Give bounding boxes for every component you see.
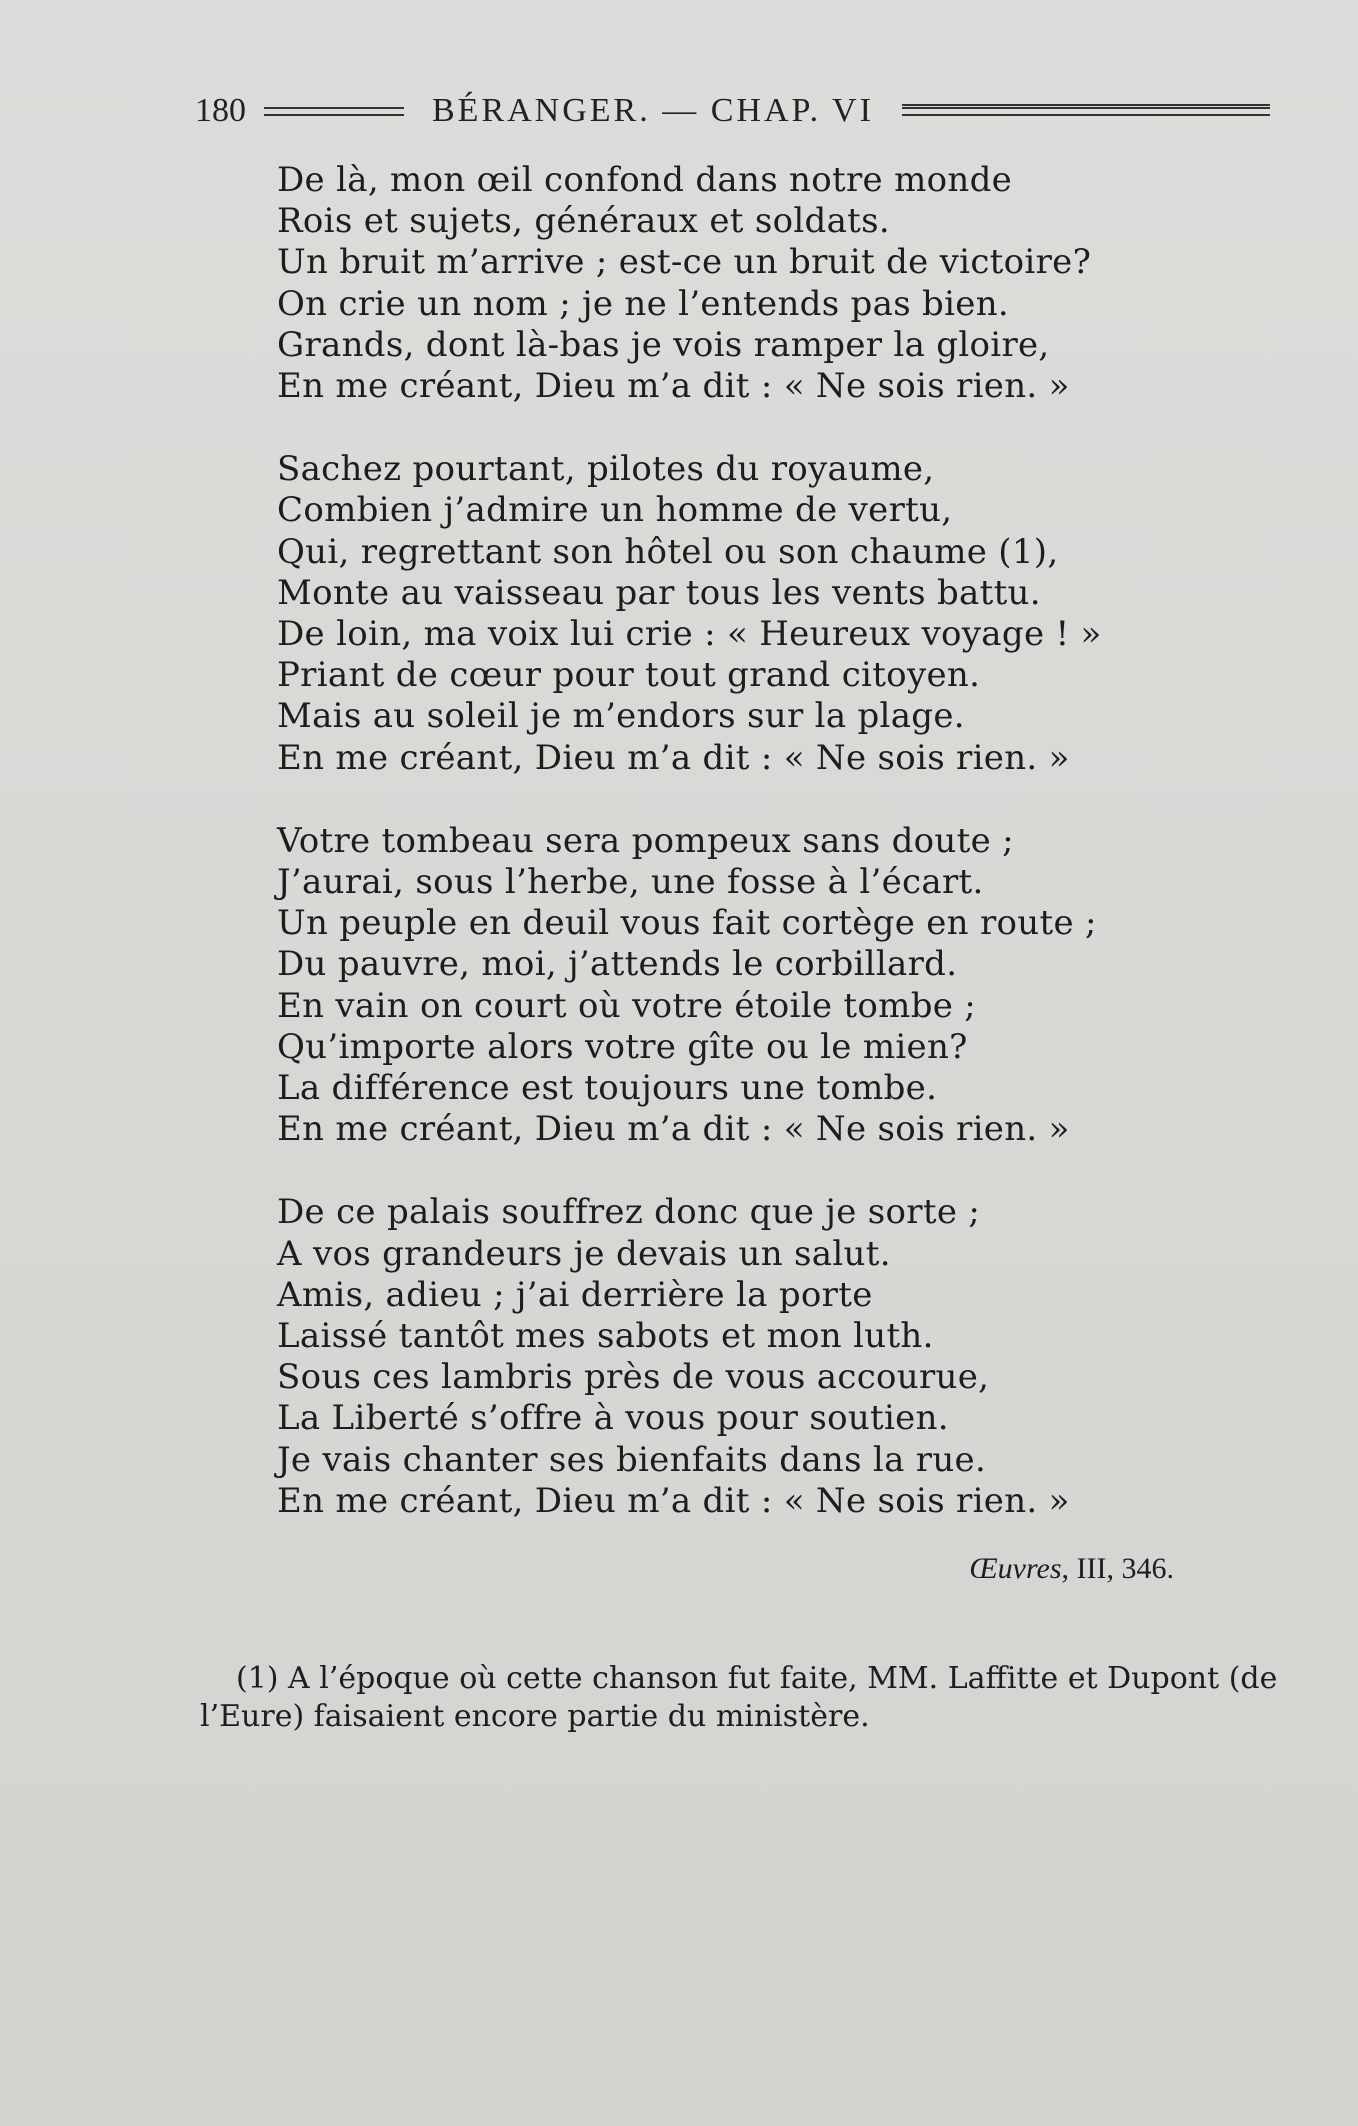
verse-line: Qui, regrettant son hôtel ou son chaume (1),: [277, 531, 1059, 572]
running-head: [195, 86, 1270, 136]
verse-line: Amis, adieu ; j’ai derrière la porte: [277, 1274, 873, 1315]
verse-line: Combien j’admire un homme de vertu,: [277, 490, 953, 531]
verse-line: Laissé tantôt mes sabots et mon luth.: [277, 1316, 934, 1357]
verse-line: En vain on court où votre étoile tombe ;: [277, 985, 977, 1026]
verse-line: La Liberté s’offre à vous pour soutien.: [277, 1398, 949, 1439]
verse-line: Un peuple en deuil vous fait cortège en route ;: [277, 903, 1097, 944]
verse-line: Sous ces lambris près de vous accourue,: [277, 1357, 990, 1398]
verse-line: J’aurai, sous l’herbe, une fosse à l’écart.: [277, 862, 984, 903]
stanza-2: [277, 449, 1277, 779]
poem: [277, 160, 1277, 1564]
stanza-4: [277, 1192, 1277, 1522]
source-citation: [969, 1552, 1174, 1586]
verse-line: Un bruit m’arrive ; est-ce un bruit de victoire?: [277, 242, 1092, 283]
verse-line: De loin, ma voix lui crie : « Heureux voyage ! »: [277, 614, 1102, 655]
header-rule-right: [902, 107, 1270, 109]
page-number: 180: [195, 92, 246, 129]
footnote: (1) A l’époque où cette chanson fut faite, MM. Laffitte et Dupont (de l’Eure) faisaient encore partie du ministère.: [200, 1661, 1278, 1734]
stanza-3: [277, 821, 1277, 1151]
verse-line: A vos grandeurs je devais un salut.: [277, 1233, 891, 1274]
refrain-line: En me créant, Dieu m’a dit : « Ne sois rien. »: [277, 366, 1070, 407]
verse-line: Je vais chanter ses bienfaits dans la rue.: [277, 1439, 987, 1480]
verse-line: Rois et sujets, généraux et soldats.: [277, 201, 890, 242]
verse-line: On crie un nom ; je ne l’entends pas bien.: [277, 283, 1010, 324]
source-work-title: Œuvres: [969, 1552, 1062, 1585]
verse-line: Priant de cœur pour tout grand citoyen.: [277, 655, 981, 696]
stanza-1: [277, 160, 1277, 407]
refrain-line: En me créant, Dieu m’a dit : « Ne sois rien. »: [277, 1480, 1070, 1521]
verse-line: De ce palais souffrez donc que je sorte ;: [277, 1192, 981, 1233]
verse-line: La différence est toujours une tombe.: [277, 1068, 938, 1109]
source-reference: , III, 346.: [1061, 1552, 1174, 1585]
refrain-line: En me créant, Dieu m’a dit : « Ne sois rien. »: [277, 737, 1070, 778]
verse-line: Qu’importe alors votre gîte ou le mien?: [277, 1026, 968, 1067]
header-rule-left: [264, 107, 404, 109]
running-head-title: BÉRANGER. — CHAP. VI: [432, 92, 874, 129]
verse-line: Grands, dont là-bas je vois ramper la gloire,: [277, 324, 1050, 365]
verse-line: Sachez pourtant, pilotes du royaume,: [277, 449, 935, 490]
verse-line: Monte au vaisseau par tous les vents battu.: [277, 572, 1041, 613]
verse-line: Du pauvre, moi, j’attends le corbillard.: [277, 944, 958, 985]
verse-line: Votre tombeau sera pompeux sans doute ;: [277, 820, 1014, 861]
verse-line: Mais au soleil je m’endors sur la plage.: [277, 696, 965, 737]
verse-line: De là, mon œil confond dans notre monde: [277, 160, 1013, 200]
refrain-line: En me créant, Dieu m’a dit : « Ne sois rien. »: [277, 1109, 1070, 1150]
